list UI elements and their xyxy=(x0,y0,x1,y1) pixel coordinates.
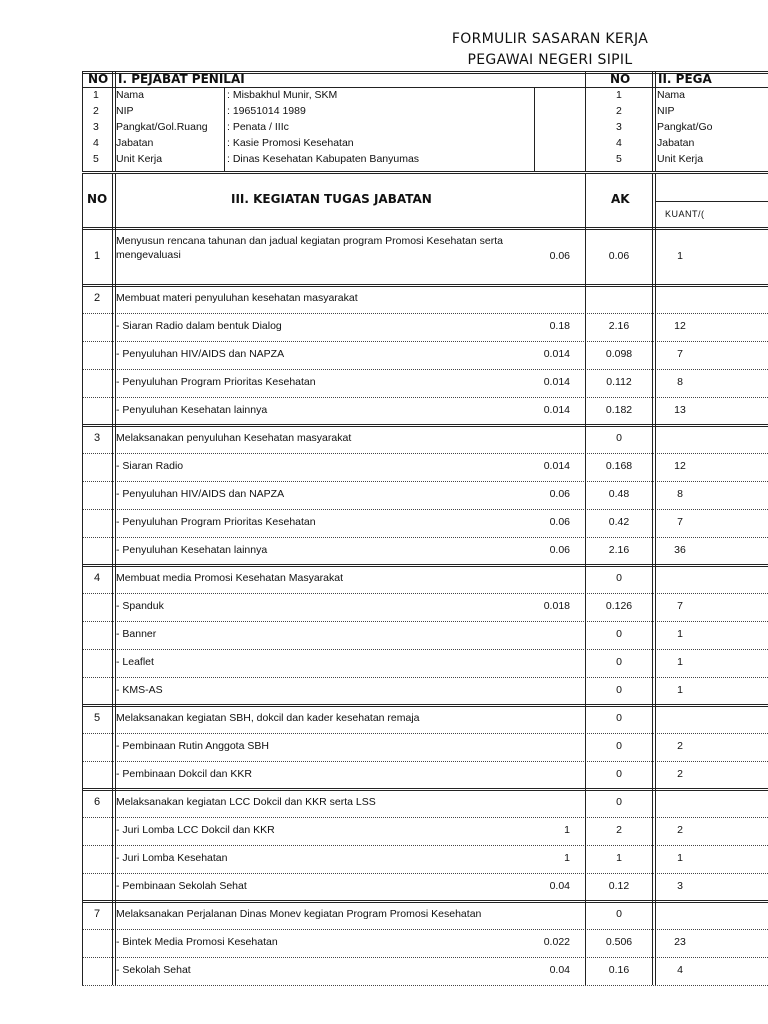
activity-text: - Bintek Media Promosi Kesehatan xyxy=(116,936,278,948)
kuantitas-value: 12 xyxy=(674,320,686,332)
pejabat-penilai-field-label: Pangkat/Gol.Ruang xyxy=(116,121,208,133)
pegawai-row-no: 2 xyxy=(616,105,622,117)
pegawai-row-no: 5 xyxy=(616,153,622,165)
kuantitas-subheader: KUANT/( xyxy=(665,209,705,219)
kuantitas-value: 12 xyxy=(674,460,686,472)
activity-text: - Pembinaan Sekolah Sehat xyxy=(116,880,247,892)
ak-total-value: 2 xyxy=(616,824,622,836)
section1-no-header: NO xyxy=(88,72,109,86)
pegawai-field-label: Nama xyxy=(657,89,686,101)
pejabat-penilai-field-label: Jabatan xyxy=(116,137,154,149)
pejabat-penilai-row-no: 2 xyxy=(93,105,99,117)
kuantitas-value: 1 xyxy=(677,628,683,640)
pegawai-field-label: Jabatan xyxy=(657,137,695,149)
ak-total-value: 1 xyxy=(616,852,622,864)
pejabat-penilai-field-label: Nama xyxy=(116,89,145,101)
activity-text: Melaksanakan penyuluhan Kesehatan masyarakat xyxy=(116,432,352,444)
pegawai-field-label: Unit Kerja xyxy=(657,153,704,165)
kuantitas-value: 8 xyxy=(677,376,683,388)
pegawai-row-no: 3 xyxy=(616,121,622,133)
ak-unit-value: 0.06 xyxy=(549,516,570,528)
pejabat-penilai-field-value: : 19651014 1989 xyxy=(227,105,306,117)
kuantitas-value: 2 xyxy=(677,740,683,752)
activity-text: - Penyuluhan Kesehatan lainnya xyxy=(116,404,268,416)
ak-unit-value: 0.014 xyxy=(543,404,570,416)
activity-text: - Juri Lomba Kesehatan xyxy=(116,852,228,864)
activities-no-header: NO xyxy=(87,192,108,206)
ak-unit-value: 0.06 xyxy=(549,544,570,556)
ak-unit-value: 0.014 xyxy=(543,376,570,388)
ak-total-value: 0 xyxy=(616,656,622,668)
kuantitas-value: 1 xyxy=(677,684,683,696)
kuantitas-value: 13 xyxy=(674,404,686,416)
pegawai-row-no: 1 xyxy=(616,89,622,101)
pejabat-penilai-field-value: : Dinas Kesehatan Kabupaten Banyumas xyxy=(227,153,420,165)
ak-total-value: 0 xyxy=(616,432,622,444)
activity-text: - Penyuluhan HIV/AIDS dan NAPZA xyxy=(116,348,285,360)
section2-title: II. PEGA xyxy=(658,72,712,86)
ak-total-value: 0 xyxy=(616,768,622,780)
activity-text: - Spanduk xyxy=(116,600,164,612)
ak-total-value: 0.098 xyxy=(605,348,633,360)
kuantitas-value: 3 xyxy=(677,880,683,892)
ak-unit-value: 0.04 xyxy=(549,964,570,976)
activity-no: 5 xyxy=(93,712,101,724)
ak-total-value: 0 xyxy=(616,796,622,808)
activity-text: - Penyuluhan HIV/AIDS dan NAPZA xyxy=(116,488,285,500)
pejabat-penilai-row-no: 4 xyxy=(93,137,99,149)
kuantitas-value: 1 xyxy=(677,852,683,864)
activity-text: - Penyuluhan Program Prioritas Kesehatan xyxy=(116,516,316,528)
activity-text: - Siaran Radio xyxy=(116,460,184,472)
kuantitas-value: 2 xyxy=(677,768,683,780)
activity-no: 6 xyxy=(93,796,101,808)
activity-text: Melaksanakan kegiatan LCC Dokcil dan KKR serta LSS xyxy=(116,796,376,808)
ak-total-value: 2.16 xyxy=(608,320,630,332)
activity-no: 7 xyxy=(93,908,101,920)
ak-total-value: 0.12 xyxy=(608,880,630,892)
activity-text: - Banner xyxy=(116,628,157,640)
activity-text: - Penyuluhan Kesehatan lainnya xyxy=(116,544,268,556)
kuantitas-value: 8 xyxy=(677,488,683,500)
ak-total-value: 0.126 xyxy=(605,600,633,612)
kuantitas-value: 7 xyxy=(677,348,683,360)
activity-text: Membuat media Promosi Kesehatan Masyarakat xyxy=(116,572,344,584)
kuantitas-value: 4 xyxy=(677,964,683,976)
ak-total-value: 0.48 xyxy=(608,488,630,500)
pejabat-penilai-field-value: : Kasie Promosi Kesehatan xyxy=(227,137,354,149)
kuantitas-value: 7 xyxy=(677,516,683,528)
ak-total-value: 0 xyxy=(616,628,622,640)
pegawai-field-label: NIP xyxy=(657,105,675,117)
pejabat-penilai-field-value: : Penata / IIIc xyxy=(227,121,289,133)
ak-total-value: 0 xyxy=(616,740,622,752)
pejabat-penilai-field-value: : Misbakhul Munir, SKM xyxy=(227,89,338,101)
activity-no: 4 xyxy=(93,572,101,584)
kuantitas-value: 2 xyxy=(677,824,683,836)
section2-no-header: NO xyxy=(610,72,631,86)
ak-unit-value: 0.018 xyxy=(543,600,570,612)
ak-total-value: 0.16 xyxy=(608,964,630,976)
pegawai-field-label: Pangkat/Go xyxy=(657,121,713,133)
activity-no: 1 xyxy=(93,250,101,262)
ak-total-value: 0.182 xyxy=(605,404,633,416)
activity-text: Menyusun rencana tahunan dan jadual kegiatan program Promosi Kesehatan serta xyxy=(116,235,503,247)
ak-total-value: 0 xyxy=(616,684,622,696)
activity-text: - Juri Lomba LCC Dokcil dan KKR xyxy=(116,824,275,836)
ak-total-value: 0 xyxy=(616,908,622,920)
form-title-line1: FORMULIR SASARAN KERJA xyxy=(451,31,649,47)
kuantitas-value: 1 xyxy=(677,250,683,262)
activity-text: Membuat materi penyuluhan kesehatan masyarakat xyxy=(116,292,358,304)
ak-unit-value: 0.014 xyxy=(543,460,570,472)
pejabat-penilai-row-no: 3 xyxy=(93,121,99,133)
ak-unit-value: 0.014 xyxy=(543,348,570,360)
ak-total-value: 0.06 xyxy=(608,250,630,262)
activity-no: 3 xyxy=(93,432,101,444)
ak-header: AK xyxy=(611,192,630,206)
ak-total-value: 2.16 xyxy=(608,544,630,556)
pejabat-penilai-field-label: Unit Kerja xyxy=(116,153,163,165)
activity-text-continued: mengevaluasi xyxy=(116,249,181,261)
ak-total-value: 0.168 xyxy=(605,460,633,472)
kuantitas-value: 1 xyxy=(677,656,683,668)
ak-total-value: 0.506 xyxy=(605,936,633,948)
activity-text: - Pembinaan Dokcil dan KKR xyxy=(116,768,252,780)
pejabat-penilai-row-no: 5 xyxy=(93,153,99,165)
ak-unit-value: 0.18 xyxy=(549,320,570,332)
pegawai-row-no: 4 xyxy=(616,137,622,149)
kuantitas-value: 7 xyxy=(677,600,683,612)
ak-unit-value: 1 xyxy=(564,824,570,836)
activity-text: - Siaran Radio dalam bentuk Dialog xyxy=(116,320,282,332)
activity-text: Melaksanakan Perjalanan Dinas Monev kegiatan Program Promosi Kesehatan xyxy=(116,908,482,920)
section1-title: I. PEJABAT PENILAI xyxy=(118,72,245,86)
ak-unit-value: 0.022 xyxy=(543,936,570,948)
ak-unit-value: 0.06 xyxy=(549,488,570,500)
pejabat-penilai-field-label: NIP xyxy=(116,105,134,117)
ak-total-value: 0 xyxy=(616,572,622,584)
activity-text: - KMS-AS xyxy=(116,684,163,696)
ak-total-value: 0.112 xyxy=(606,376,632,388)
ak-unit-value: 1 xyxy=(564,852,570,864)
pejabat-penilai-row-no: 1 xyxy=(93,89,99,101)
kuantitas-value: 23 xyxy=(674,936,686,948)
kuantitas-value: 36 xyxy=(674,544,686,556)
activity-text: - Pembinaan Rutin Anggota SBH xyxy=(116,740,269,752)
ak-unit-value: 0.06 xyxy=(549,250,570,262)
ak-unit-value: 0.04 xyxy=(549,880,570,892)
activity-text: - Leaflet xyxy=(116,656,154,668)
ak-total-value: 0.42 xyxy=(608,516,630,528)
activity-text: Melaksanakan kegiatan SBH, dokcil dan kader kesehatan remaja xyxy=(116,712,420,724)
activity-text: - Sekolah Sehat xyxy=(116,964,191,976)
activity-text: - Penyuluhan Program Prioritas Kesehatan xyxy=(116,376,316,388)
ak-total-value: 0 xyxy=(616,712,622,724)
activities-title: III. KEGIATAN TUGAS JABATAN xyxy=(231,192,432,206)
form-title-line2: PEGAWAI NEGERI SIPIL xyxy=(467,52,633,68)
activity-no: 2 xyxy=(93,292,101,304)
